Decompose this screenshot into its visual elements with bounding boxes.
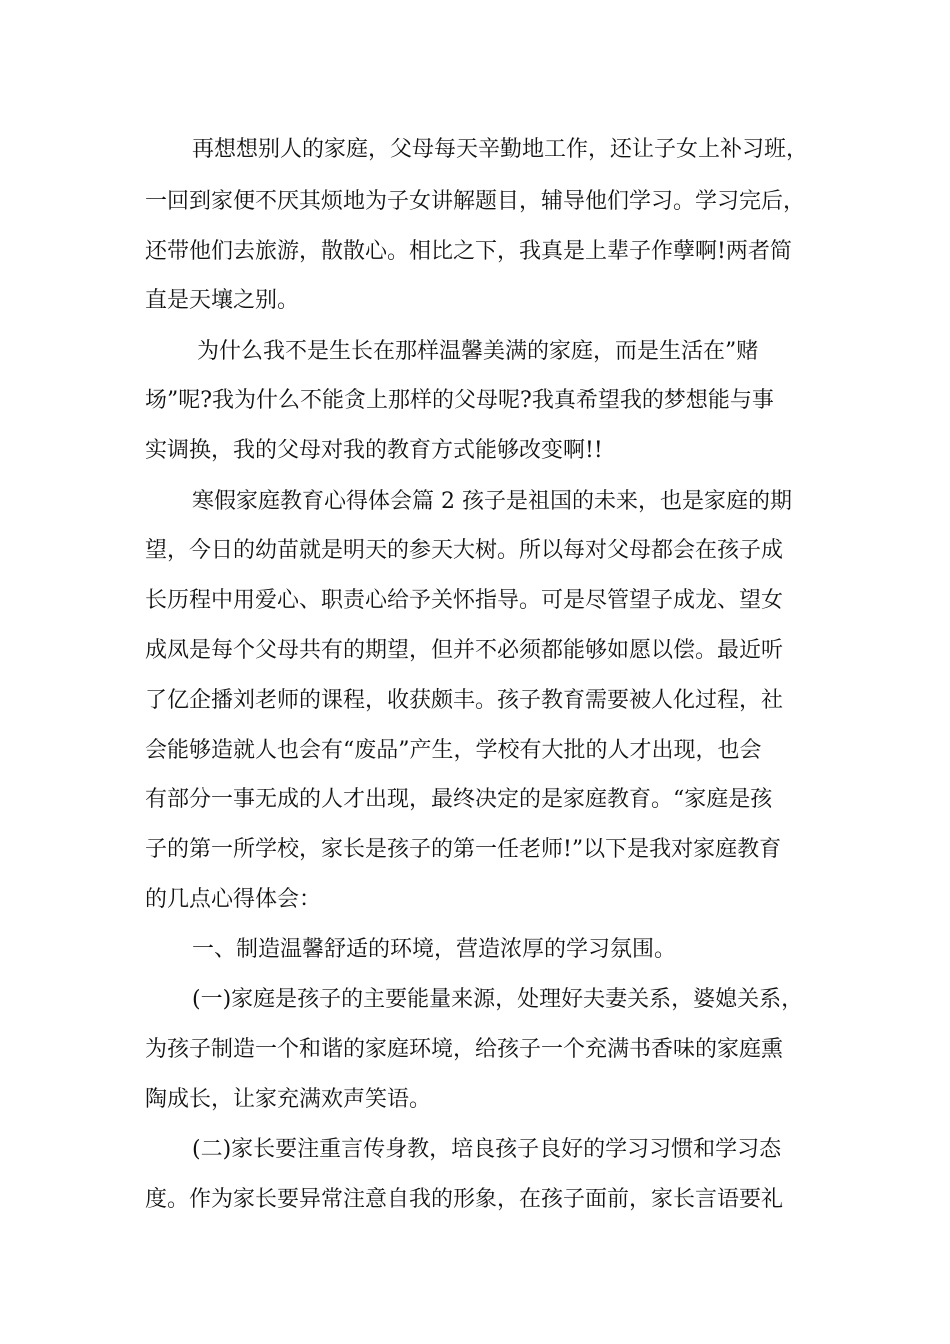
paragraph-5-line-3: 陶成长，让家充满欢声笑语。 [145,1087,432,1112]
paragraph-1-line-1: 再想想别人的家庭，父母每天辛勤地工作，还让子女上补习班， [192,137,809,162]
paragraph-5-line-1: (一)家庭是孩子的主要能量来源，处理好夫妻关系，婆媳关系， [192,987,804,1012]
paragraph-3-line-3: 长历程中用爱心、职责心给予关怀指导。可是尽管望子成龙、望女 [145,588,784,613]
paragraph-3-line-8: 子的第一所学校，家长是孩子的第一任老师!”以下是我对家庭教育 [145,837,782,862]
paragraph-1-line-4: 直是天壤之别。 [145,288,300,313]
paragraph-6-line-2: 度。作为家长要异常注意自我的形象，在孩子面前，家长言语要礼 [145,1187,784,1212]
paragraph-5-line-2: 为孩子制造一个和谐的家庭环境，给孩子一个充满书香味的家庭熏 [145,1037,784,1062]
paragraph-3-line-4: 成凤是每个父母共有的期望，但并不必须都能够如愿以偿。最近听 [145,638,784,663]
paragraph-3-line-9: 的几点心得体会： [145,887,322,912]
paragraph-1-line-2: 一回到家便不厌其烦地为子女讲解题目，辅导他们学习。学习完后， [145,189,806,214]
paragraph-2-line-2: 场”呢?我为什么不能贪上那样的父母呢?我真希望我的梦想能与事 [145,388,774,413]
paragraph-3-line-6: 会能够造就人也会有“废品”产生，学校有大批的人才出现，也会 [145,738,762,763]
paragraph-3-line-2: 望，今日的幼苗就是明天的参天大树。所以每对父母都会在孩子成 [145,538,784,563]
paragraph-2-line-1: 为什么我不是生长在那样温馨美满的家庭，而是生活在”赌 [197,339,759,364]
paragraph-2-line-3: 实调换，我的父母对我的教育方式能够改变啊!! [145,438,603,463]
paragraph-3-line-1: 寒假家庭教育心得体会篇 2 孩子是祖国的未来，也是家庭的期 [192,489,792,514]
paragraph-1-line-3: 还带他们去旅游，散散心。相比之下，我真是上辈子作孽啊!两者简 [145,239,792,264]
paragraph-3-line-7: 有部分一事无成的人才出现，最终决定的是家庭教育。“家庭是孩 [145,787,773,812]
paragraph-3-line-5: 了亿企播刘老师的课程，收获颇丰。孩子教育需要被人化过程，社 [145,688,784,713]
paragraph-4-line-1: 一、制造温馨舒适的环境，营造浓厚的学习氛围。 [192,937,677,962]
paragraph-6-line-1: (二)家长要注重言传身教，培良孩子良好的学习习惯和学习态 [192,1137,782,1162]
